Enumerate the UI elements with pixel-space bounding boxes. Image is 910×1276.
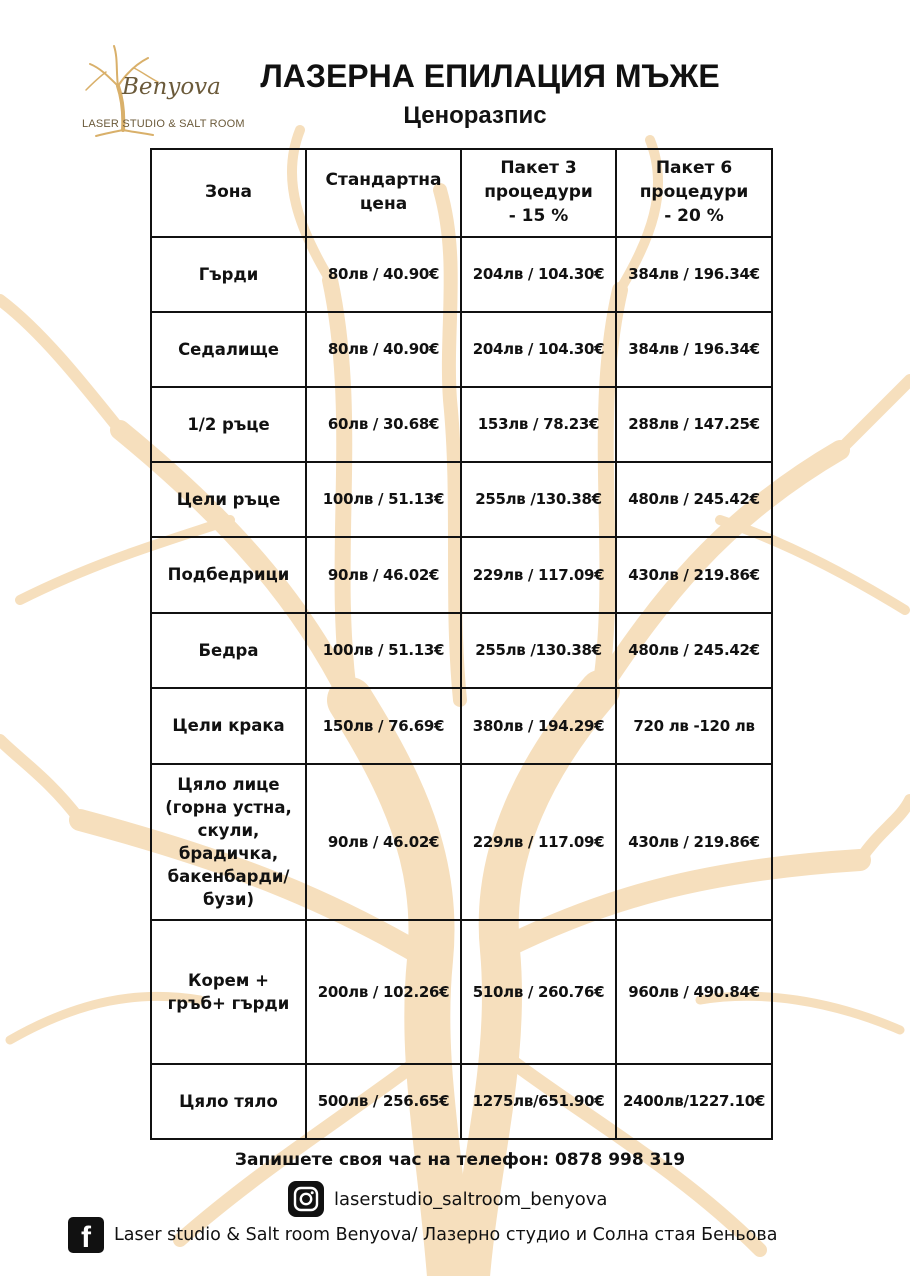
table-header-row: [151, 149, 772, 237]
facebook-page-name: Laser studio & Salt room Benyova/ Лазерно студио и Солна стая Беньова: [114, 1225, 778, 1245]
table-row: [151, 1064, 772, 1139]
pack6-price-cell: 720 лв -120 лв: [616, 688, 772, 764]
zone-cell: Цели ръце: [151, 462, 306, 537]
facebook-link[interactable]: [68, 1216, 777, 1254]
pack6-price-cell: 288лв / 147.25€: [616, 387, 772, 462]
column-header-pack3: Пакет 3 процедури - 15 %: [461, 149, 616, 237]
zone-cell: Корем + гръб+ гърди: [151, 920, 306, 1064]
page-title: ЛАЗЕРНА ЕПИЛАЦИЯ МЪЖЕ: [260, 58, 720, 94]
table-row: [151, 688, 772, 764]
standard-price-cell: 500лв / 256.65€: [306, 1064, 461, 1139]
price-table: [150, 148, 773, 1140]
standard-price-cell: 80лв / 40.90€: [306, 312, 461, 387]
standard-price-cell: 90лв / 46.02€: [306, 537, 461, 613]
table-row: [151, 387, 772, 462]
table-row: [151, 237, 772, 312]
pack6-price-cell: 480лв / 245.42€: [616, 613, 772, 688]
column-header-zone: Зона: [151, 149, 306, 237]
pack3-price-cell: 1275лв/651.90€: [461, 1064, 616, 1139]
standard-price-cell: 200лв / 102.26€: [306, 920, 461, 1064]
pack6-price-cell: 430лв / 219.86€: [616, 764, 772, 920]
standard-price-cell: 150лв / 76.69€: [306, 688, 461, 764]
logo-subtitle: LASER STUDIO & SALT ROOM: [82, 118, 245, 130]
pack6-price-cell: 480лв / 245.42€: [616, 462, 772, 537]
zone-cell: Цяло лице (горна устна, скули, брадичка, бакенбарди/ бузи): [151, 764, 306, 920]
standard-price-cell: 100лв / 51.13€: [306, 462, 461, 537]
zone-cell: Цели крака: [151, 688, 306, 764]
zone-cell: Цяло тяло: [151, 1064, 306, 1139]
pack3-price-cell: 255лв /130.38€: [461, 462, 616, 537]
page-subtitle: Ценоразпис: [403, 102, 547, 129]
table-row: [151, 312, 772, 387]
standard-price-cell: 60лв / 30.68€: [306, 387, 461, 462]
pack3-price-cell: 229лв / 117.09€: [461, 764, 616, 920]
table-row: [151, 764, 772, 920]
standard-price-cell: 80лв / 40.90€: [306, 237, 461, 312]
pack3-price-cell: 380лв / 194.29€: [461, 688, 616, 764]
pack3-price-cell: 204лв / 104.30€: [461, 237, 616, 312]
pack3-price-cell: 204лв / 104.30€: [461, 312, 616, 387]
facebook-icon: f: [68, 1217, 104, 1253]
booking-phone-text: Запишете своя час на телефон: 0878 998 319: [234, 1150, 686, 1170]
instagram-link[interactable]: [288, 1180, 607, 1218]
standard-price-cell: 90лв / 46.02€: [306, 764, 461, 920]
table-row: [151, 613, 772, 688]
column-header-standard: Стандартна цена: [306, 149, 461, 237]
zone-cell: 1/2 ръце: [151, 387, 306, 462]
pack6-price-cell: 2400лв/1227.10€: [616, 1064, 772, 1139]
pack3-price-cell: 229лв / 117.09€: [461, 537, 616, 613]
logo-name: Benyova: [122, 74, 221, 100]
pack3-price-cell: 510лв / 260.76€: [461, 920, 616, 1064]
table-row: [151, 537, 772, 613]
zone-cell: Седалище: [151, 312, 306, 387]
pack6-price-cell: 384лв / 196.34€: [616, 312, 772, 387]
table-row: [151, 462, 772, 537]
standard-price-cell: 100лв / 51.13€: [306, 613, 461, 688]
pack6-price-cell: 960лв / 490.84€: [616, 920, 772, 1064]
instagram-icon: [288, 1181, 324, 1217]
pack3-price-cell: 255лв /130.38€: [461, 613, 616, 688]
instagram-handle: laserstudio_saltroom_benyova: [334, 1188, 608, 1210]
zone-cell: Бедра: [151, 613, 306, 688]
zone-cell: Подбедрици: [151, 537, 306, 613]
pack6-price-cell: 384лв / 196.34€: [616, 237, 772, 312]
pack3-price-cell: 153лв / 78.23€: [461, 387, 616, 462]
column-header-pack6: Пакет 6 процедури - 20 %: [616, 149, 772, 237]
pack6-price-cell: 430лв / 219.86€: [616, 537, 772, 613]
table-row: [151, 920, 772, 1064]
zone-cell: Гърди: [151, 237, 306, 312]
